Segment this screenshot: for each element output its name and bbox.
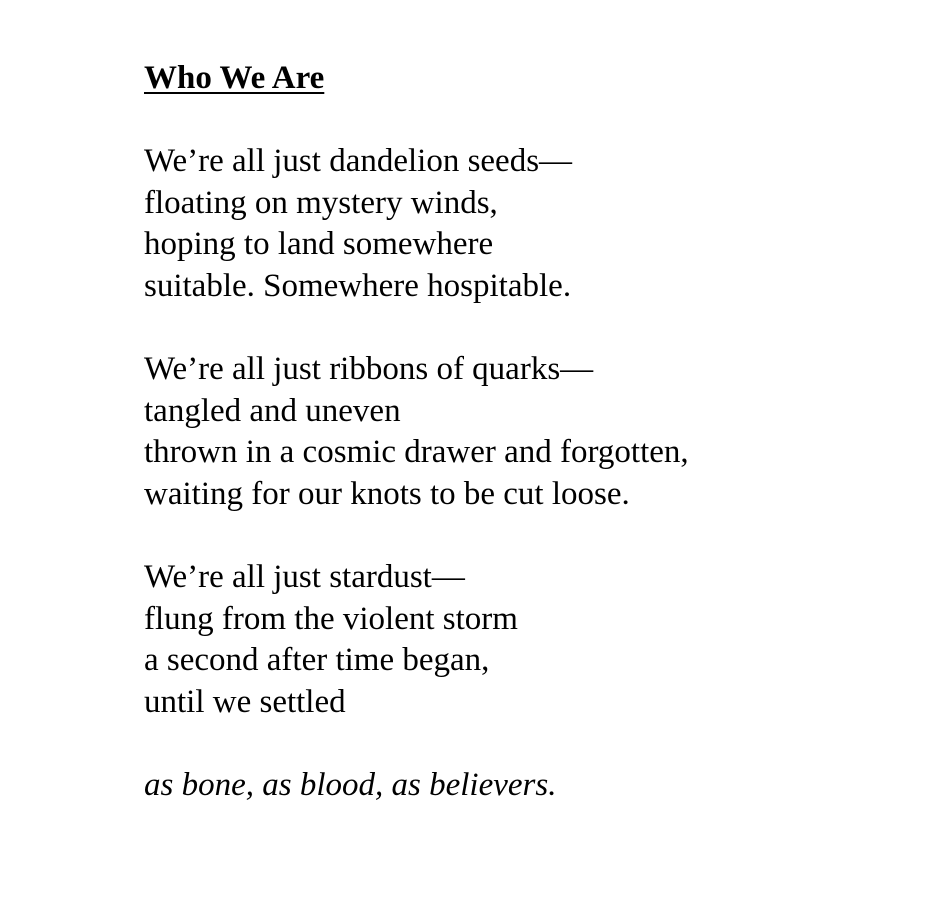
poem-line: a second after time began, [144,642,490,679]
poem-line: We’re all just ribbons of quarks— [144,351,594,388]
stanza-2 [144,349,689,515]
poem-line: thrown in a cosmic drawer and forgotten, [144,434,689,471]
poem-line: flung from the violent storm [144,600,518,637]
closing-line: as bone, as blood, as believers. [144,767,557,804]
stanza-1 [144,141,689,307]
stanza-3 [144,557,689,723]
poem-line: tangled and uneven [144,392,401,429]
poem-line: suitable. Somewhere hospitable. [144,267,572,304]
poem-line: We’re all just stardust— [144,559,465,596]
poem-line: waiting for our knots to be cut loose. [144,475,630,512]
poem-document [144,58,689,807]
poem-line: We’re all just dandelion seeds— [144,143,573,180]
poem-title: Who We Are [144,60,325,96]
poem-line: hoping to land somewhere [144,226,494,263]
poem-line: floating on mystery winds, [144,184,498,221]
poem-line: until we settled [144,683,346,720]
